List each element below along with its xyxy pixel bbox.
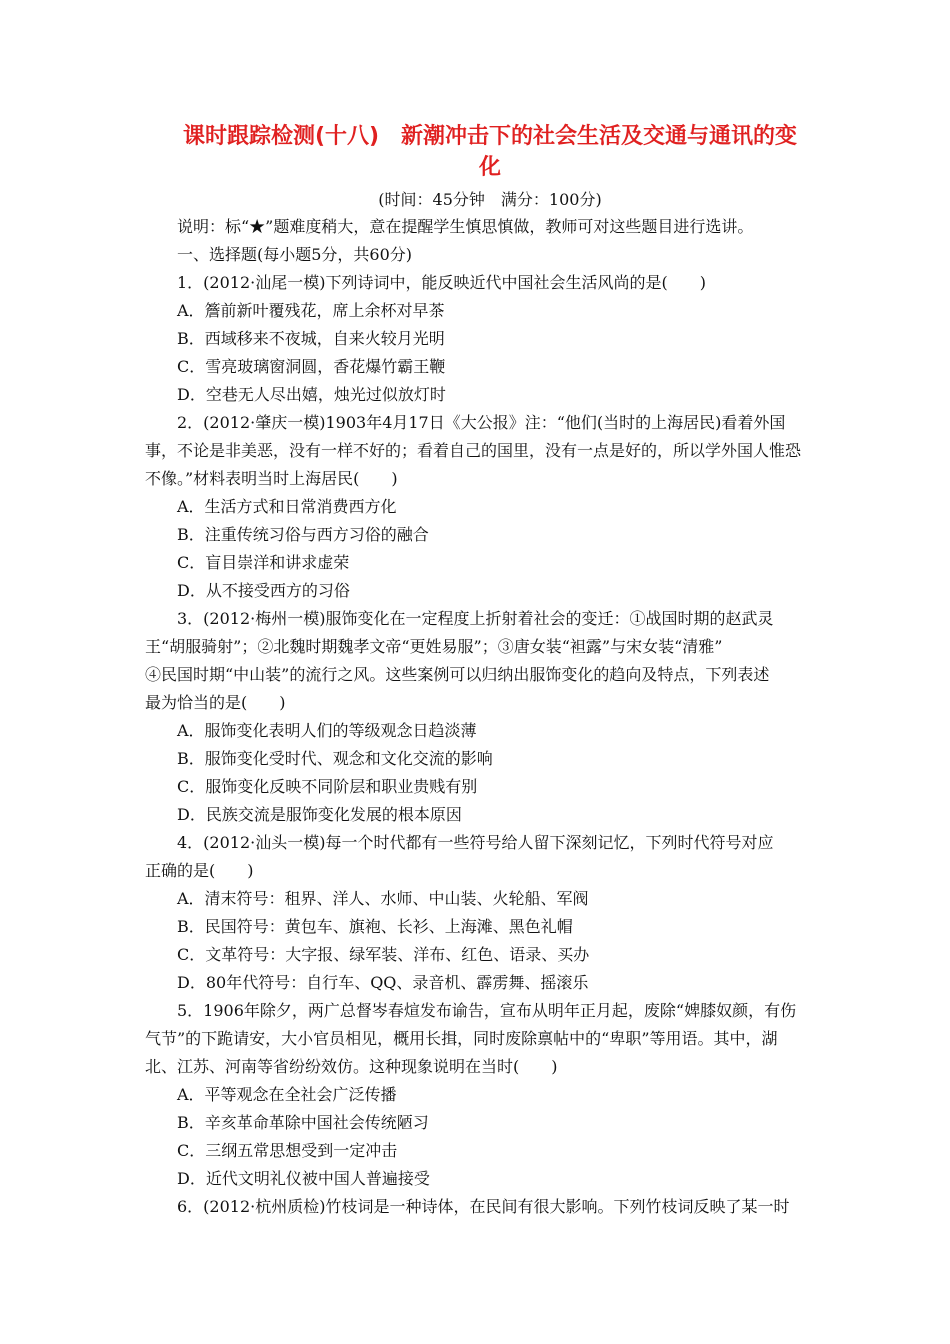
page-title-line2: 化 xyxy=(478,155,501,180)
question-1-option-d: D．空巷无人尽出嬉，烛光过似放灯时 xyxy=(177,385,446,404)
question-2-stem-line3: 不像。”材料表明当时上海居民( ) xyxy=(145,469,398,488)
question-3-stem-line1: 3．(2012·梅州一模)服饰变化在一定程度上折射着社会的变迁：①战国时期的赵武灵 xyxy=(177,609,774,628)
question-1-option-c: C．雪亮玻璃窗洞圆，香花爆竹霸王鞭 xyxy=(177,357,446,376)
page-title-line1: 课时跟踪检测(十八) 新潮冲击下的社会生活及交通与通讯的变 xyxy=(182,124,798,149)
question-2-option-a: A．生活方式和日常消费西方化 xyxy=(177,497,397,516)
question-5-option-a: A．平等观念在全社会广泛传播 xyxy=(177,1085,397,1104)
instructions-note: 说明：标“★”题难度稍大，意在提醒学生慎思慎做，教师可对这些题目进行选讲。 xyxy=(177,217,754,236)
question-5-option-d: D．近代文明礼仪被中国人普遍接受 xyxy=(177,1169,430,1188)
question-5-stem-line3: 北、江苏、河南等省纷纷效仿。这种现象说明在当时( ) xyxy=(145,1057,558,1076)
question-2-stem-line1: 2．(2012·肇庆一模)1903年4月17日《大公报》注：“他们(当时的上海居民)看着外国 xyxy=(177,413,786,432)
question-3-option-a: A．服饰变化表明人们的等级观念日趋淡薄 xyxy=(177,721,477,740)
time-score-info: (时间：45分钟 满分：100分) xyxy=(378,190,602,209)
question-4-option-a: A．清末符号：租界、洋人、水师、中山装、火轮船、军阀 xyxy=(177,889,589,908)
question-4-option-b: B．民国符号：黄包车、旗袍、长衫、上海滩、黑色礼帽 xyxy=(177,917,573,936)
question-2-stem-line2: 事，不论是非美恶，没有一样不好的；看着自己的国里，没有一点是好的，所以学外国人惟恐 xyxy=(145,441,802,460)
question-4-option-d: D．80年代符号：自行车、QQ、录音机、霹雳舞、摇滚乐 xyxy=(177,973,589,992)
question-5-option-c: C．三纲五常思想受到一定冲击 xyxy=(177,1141,398,1160)
question-5-stem-line1: 5．1906年除夕，两广总督岑春煊发布谕告，宣布从明年正月起，废除“婢膝奴颜，有伤 xyxy=(177,1001,797,1020)
question-3-stem-line2: 王“胡服骑射”；②北魏时期魏孝文帝“更姓易服”；③唐女装“袒露”与宋女装“清雅” xyxy=(145,637,723,656)
question-2-option-c: C．盲目崇洋和讲求虚荣 xyxy=(177,553,350,572)
question-4-option-c: C．文革符号：大字报、绿军装、洋布、红色、语录、买办 xyxy=(177,945,590,964)
question-3-option-b: B．服饰变化受时代、观念和文化交流的影响 xyxy=(177,749,493,768)
question-2-option-d: D．从不接受西方的习俗 xyxy=(177,581,350,600)
question-3-option-d: D．民族交流是服饰变化发展的根本原因 xyxy=(177,805,462,824)
question-4-stem-line2: 正确的是( ) xyxy=(145,861,254,880)
question-1-stem: 1．(2012·汕尾一模)下列诗词中，能反映近代中国社会生活风尚的是( ) xyxy=(177,273,706,292)
question-2-option-b: B．注重传统习俗与西方习俗的融合 xyxy=(177,525,429,544)
question-5-option-b: B．辛亥革命革除中国社会传统陋习 xyxy=(177,1113,429,1132)
question-3-stem-line3: ④民国时期“中山装”的流行之风。这些案例可以归纳出服饰变化的趋向及特点，下列表述 xyxy=(145,665,770,684)
question-1-option-b: B．西域移来不夜城，自来火较月光明 xyxy=(177,329,445,348)
question-6-stem-line1: 6．(2012·杭州质检)竹枝词是一种诗体，在民间有很大影响。下列竹枝词反映了某一时 xyxy=(177,1197,790,1216)
question-1-option-a: A．簷前新叶覆残花，席上余杯对早茶 xyxy=(177,301,445,320)
question-5-stem-line2: 气节”的下跪请安，大小官员相见，概用长揖，同时废除禀帖中的“卑职”等用语。其中，湖 xyxy=(145,1029,778,1048)
question-3-stem-line4: 最为恰当的是( ) xyxy=(145,693,286,712)
question-4-stem-line1: 4．(2012·汕头一模)每一个时代都有一些符号给人留下深刻记忆，下列时代符号对应 xyxy=(177,833,774,852)
section-heading: 一、选择题(每小题5分，共60分) xyxy=(177,245,413,264)
question-3-option-c: C．服饰变化反映不同阶层和职业贵贱有别 xyxy=(177,777,478,796)
